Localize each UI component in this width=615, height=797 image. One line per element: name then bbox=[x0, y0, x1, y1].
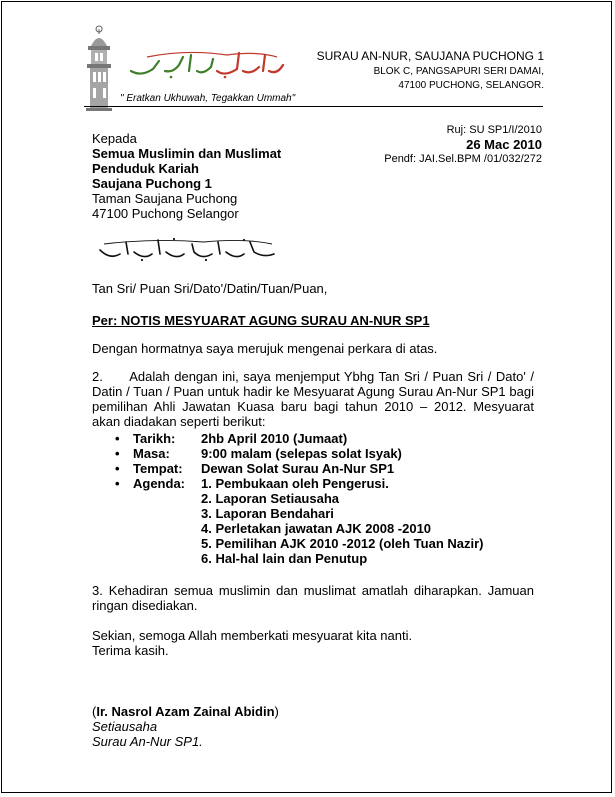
agenda-row bbox=[115, 521, 535, 536]
signatory-org: Surau An-Nur SP1. bbox=[92, 734, 203, 749]
reference-number: Ruj: SU SP1/I/2010 bbox=[446, 124, 542, 136]
bullet: • bbox=[115, 461, 120, 476]
agenda-item: 2. Laporan Setiausaha bbox=[201, 491, 339, 506]
agenda-item: 1. Pembukaan oleh Pengerusi. bbox=[201, 476, 389, 491]
agenda-label: Agenda: bbox=[133, 476, 185, 491]
org-address-line2: 47100 PUCHONG, SELANGOR. bbox=[398, 80, 544, 91]
paragraph-3: 3. Kehadiran semua muslimin dan muslimat amatlah diharapkan. Jamuan ringan disediakan. bbox=[92, 583, 534, 613]
header-divider bbox=[84, 106, 543, 107]
detail-tempat bbox=[115, 461, 535, 476]
subject-line: Per: NOTIS MESYUARAT AGUNG SURAU AN-NUR SP1 bbox=[92, 313, 430, 328]
agenda-row bbox=[115, 491, 535, 506]
recipient-line5: 47100 Puchong Selangor bbox=[92, 206, 239, 221]
salutation: Tan Sri/ Puan Sri/Dato'/Datin/Tuan/Puan, bbox=[92, 281, 328, 296]
close-paren: ) bbox=[274, 704, 279, 719]
agenda-row bbox=[115, 536, 535, 551]
org-motto: " Eratkan Ukhuwah, Tegakkan Ummah" bbox=[120, 93, 296, 104]
agenda-item: 5. Pemilihan AJK 2010 -2012 (oleh Tuan Nazir) bbox=[201, 536, 484, 551]
bullet: • bbox=[115, 476, 120, 491]
recipient-line3: Saujana Puchong 1 bbox=[92, 176, 212, 191]
recipient-line2: Penduduk Kariah bbox=[92, 161, 199, 176]
agenda-row bbox=[115, 506, 535, 521]
detail-masa bbox=[115, 446, 535, 461]
signatory-name: Ir. Nasrol Azam Zainal Abidin bbox=[96, 704, 275, 719]
letter-date: 26 Mac 2010 bbox=[466, 137, 542, 152]
closing-line2: Terima kasih. bbox=[92, 643, 169, 658]
open-paren: ( bbox=[92, 704, 97, 719]
recipient-line1: Semua Muslimin dan Muslimat bbox=[92, 146, 282, 161]
org-name: SURAU AN-NUR, SAUJANA PUCHONG 1 bbox=[316, 49, 544, 63]
letter-page bbox=[1, 1, 612, 793]
tarikh-label: Tarikh: bbox=[133, 431, 176, 446]
tarikh-value: 2hb April 2010 (Jumaat) bbox=[201, 431, 348, 446]
paragraph-2: 2. Adalah dengan ini, saya menjemput Ybhg Tan Sri / Puan Sri / Dato' / Datin / Tuan / Puan untuk hadir ke Mesyuarat Agung Surau An-Nur SP1 bagi pemilihan Ahli Jawatan Kuasa baru bagi tahun 2010 – 2012. Mesyuarat akan diadakan seperti berikut: bbox=[92, 369, 538, 429]
tempat-label: Tempat: bbox=[133, 461, 183, 476]
mosque-minaret-icon bbox=[82, 24, 116, 112]
recipient-kepada: Kepada bbox=[92, 131, 137, 146]
agenda-item: 3. Laporan Bendahari bbox=[201, 506, 334, 521]
agenda-row bbox=[115, 551, 535, 566]
agenda-item: 6. Hal-hal lain dan Penutup bbox=[201, 551, 368, 566]
org-address-line1: BLOK C, PANGSAPURI SERI DAMAI, bbox=[373, 66, 544, 77]
meeting-details bbox=[115, 431, 535, 566]
signatory-name-line bbox=[92, 704, 279, 719]
tempat-value: Dewan Solat Surau An-Nur SP1 bbox=[201, 461, 395, 476]
signatory-title: Setiausaha bbox=[92, 719, 158, 734]
bullet: • bbox=[115, 446, 120, 461]
detail-agenda bbox=[115, 476, 535, 491]
closing-line1: Sekian, semoga Allah memberkati mesyuarat kita nanti. bbox=[92, 628, 413, 643]
agenda-item: 4. Perletakan jawatan AJK 2008 -2010 bbox=[201, 521, 432, 536]
masa-label: Masa: bbox=[133, 446, 170, 461]
bullet: • bbox=[115, 431, 120, 446]
detail-tarikh bbox=[115, 431, 535, 446]
recipient-line4: Taman Saujana Puchong bbox=[92, 191, 238, 206]
intro-paragraph: Dengan hormatnya saya merujuk mengenai perkara di atas. bbox=[92, 341, 438, 356]
salam-calligraphy bbox=[94, 236, 280, 264]
masa-value: 9:00 malam (selepas solat Isyak) bbox=[201, 446, 402, 461]
reference-pendf: Pendf: JAI.Sel.BPM /01/032/272 bbox=[384, 153, 542, 165]
